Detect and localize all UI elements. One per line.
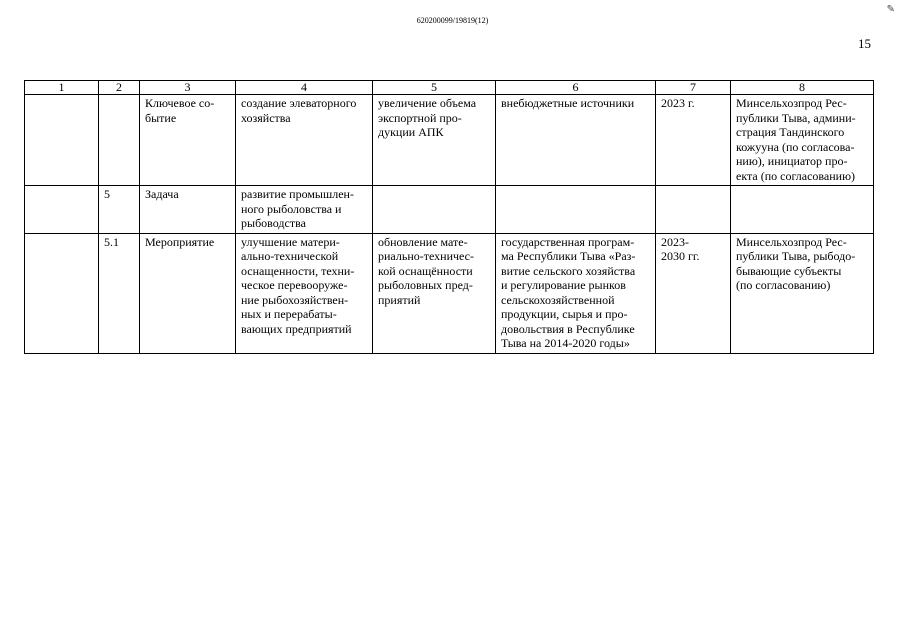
table-cell: обновление мате- риально-техничес- кой оснащённости рыболовных пред- приятий xyxy=(373,233,496,353)
header-cell: 5 xyxy=(373,81,496,95)
header-cell: 8 xyxy=(731,81,874,95)
header-cell: 6 xyxy=(496,81,656,95)
table-cell xyxy=(496,186,656,234)
table-cell: создание элеваторного хозяйства xyxy=(236,95,373,186)
table-cell: 5 xyxy=(99,186,140,234)
table-cell: Задача xyxy=(140,186,236,234)
table-cell xyxy=(25,95,99,186)
corner-scribble-mark: ✎ xyxy=(886,4,895,15)
table-cell xyxy=(731,186,874,234)
header-cell: 2 xyxy=(99,81,140,95)
plan-table xyxy=(24,80,874,354)
table-cell xyxy=(373,186,496,234)
table-cell: улучшение матери- ально-технической оснащенности, техни- ческое перевооруже- ние рыбохозяйствен- ных и перерабаты- вающих предприятий xyxy=(236,233,373,353)
header-row xyxy=(25,81,874,95)
table-row xyxy=(25,186,874,234)
table-cell: увеличение объема экспортной про- дукции АПК xyxy=(373,95,496,186)
page-number: 15 xyxy=(858,36,871,51)
table-cell: 2023 г. xyxy=(656,95,731,186)
table-cell xyxy=(99,95,140,186)
header-cell: 1 xyxy=(25,81,99,95)
table-cell: 2023- 2030 гг. xyxy=(656,233,731,353)
table-row xyxy=(25,95,874,186)
table-cell: Минсельхозпрод Рес- публики Тыва, рыбодо- бывающие субъекты (по согласованию) xyxy=(731,233,874,353)
table-cell: государственная програм- ма Республики Тыва «Раз- витие сельского хозяйства и регулирование рынков сельскохозяйственной продукции, сырья и про- довольствия в Республике Тыва на 2014-2020 годы» xyxy=(496,233,656,353)
table-cell: Ключевое со- бытие xyxy=(140,95,236,186)
table-cell xyxy=(25,186,99,234)
table-cell xyxy=(656,186,731,234)
table-cell: Мероприятие xyxy=(140,233,236,353)
table-cell: Минсельхозпрод Рес- публики Тыва, админи- страция Тандинского кожууна (по согласова- нию), инициатор про- екта (по согласованию) xyxy=(731,95,874,186)
table-row xyxy=(25,233,874,353)
table-cell: 5.1 xyxy=(99,233,140,353)
header-cell: 4 xyxy=(236,81,373,95)
table-cell: развитие промышлен- ного рыболовства и рыбоводства xyxy=(236,186,373,234)
header-cell: 3 xyxy=(140,81,236,95)
table-cell: внебюджетные источники xyxy=(496,95,656,186)
header-cell: 7 xyxy=(656,81,731,95)
table-cell xyxy=(25,233,99,353)
document-code: 620200099/19819(12) xyxy=(416,16,489,25)
table-body xyxy=(25,95,874,354)
